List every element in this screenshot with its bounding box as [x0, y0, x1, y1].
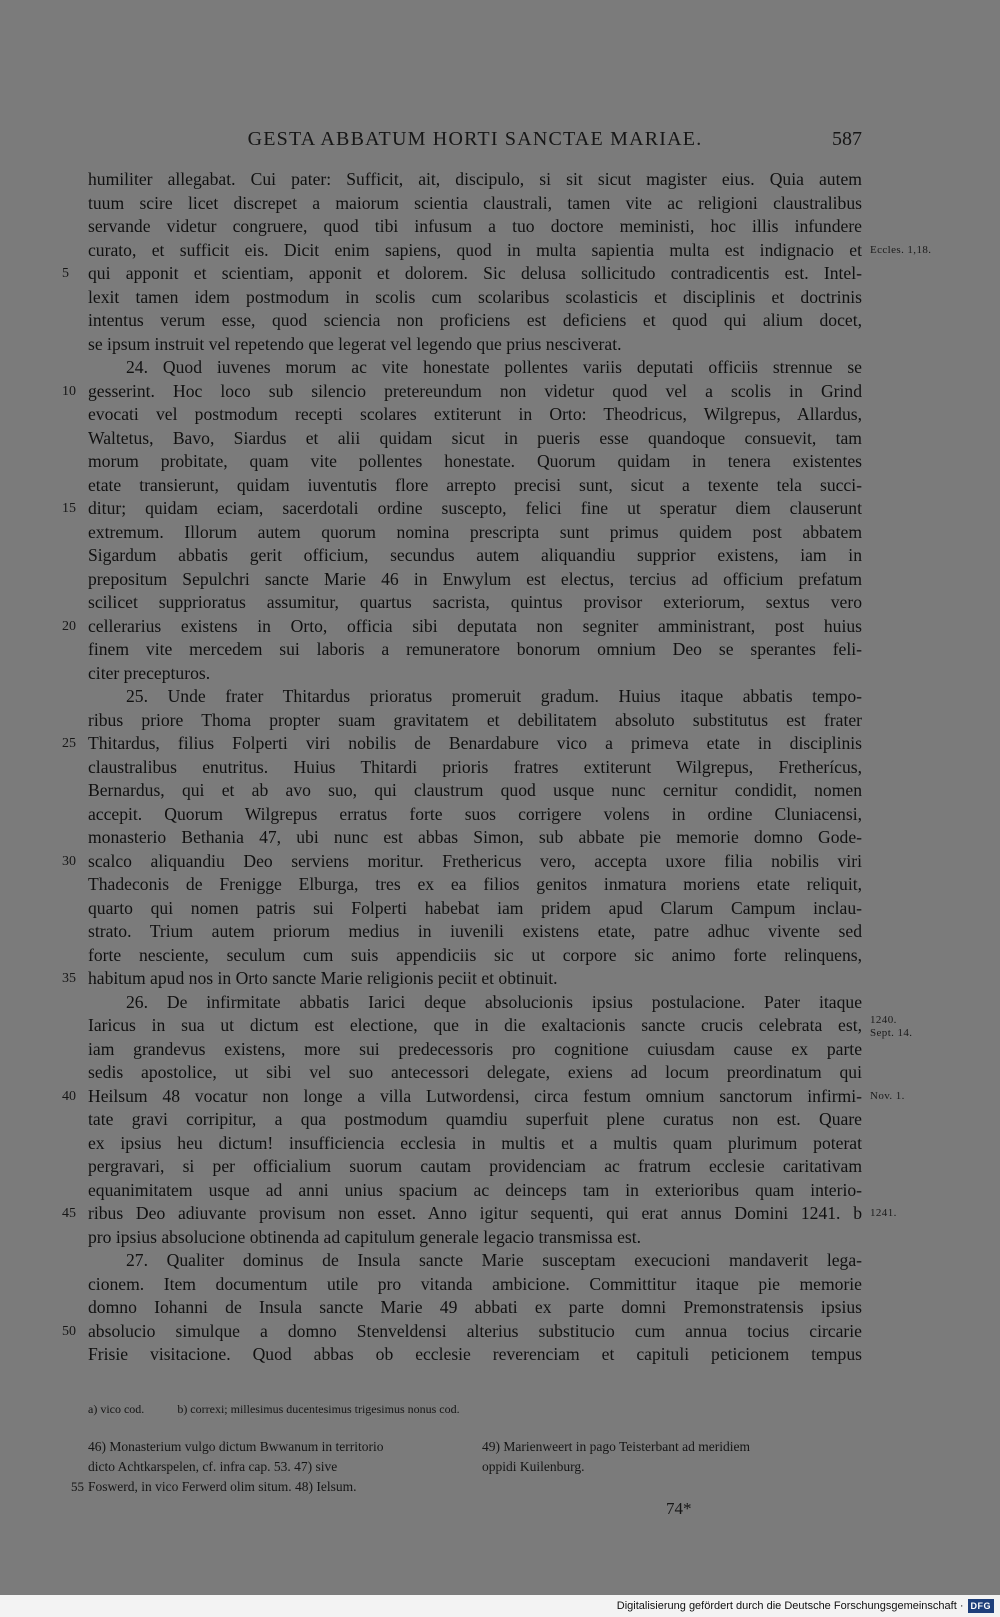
line-text: tuum scire licet discrepet a maiorum scientia claustrali, tamen vite ac religioni claustralibus	[88, 192, 862, 213]
text-line	[62, 497, 862, 521]
text-line	[88, 403, 862, 427]
line-text: equanimitatem usque ad anni unius spacium ac deinceps tam in exterioribus quam interio-	[88, 1179, 862, 1200]
signature-mark: 74*	[666, 1499, 692, 1518]
running-title: GESTA ABBATUM HORTI SANCTAE MARIAE.	[247, 128, 703, 150]
text-line	[88, 333, 862, 357]
footnote-line: 49) Marienweert in pago Teisterbant ad meridiem	[482, 1439, 750, 1454]
line-text: forte nesciente, seculum cum suis appendiciis sic ut corpore sic animo forte relinquens,	[88, 944, 862, 965]
line-text: gesserint. Hoc loco sub silencio pretereundum non videtur quod vel a scolis in Grind	[88, 380, 862, 401]
line-text: tate gravi corripitur, a qua postmodum quamdiu superfuit plene curatus non est. Quare	[88, 1109, 862, 1129]
line-text: Sigardum abbatis gerit officium, secundus autem aliquandiu supprior existens, iam in	[88, 545, 862, 565]
line-text: Frisie visitacione. Quod abbas ob ecclesie reverenciam et capituli peticionem tempus	[88, 1344, 862, 1364]
text-line	[88, 286, 862, 310]
text-line	[88, 591, 862, 615]
footnotes-left-column	[71, 1437, 464, 1497]
margin-note: Eccles. 1,18.	[870, 243, 932, 256]
line-text: intentus verum esse, quod sciencia non proficiens est deficiens et quod qui alium docet,	[88, 310, 862, 330]
line-text: lexit tamen idem postmodum in scolis cum scolaribus scolasticis et disciplinis et doctrinis	[88, 286, 862, 307]
line-number: 50	[62, 1323, 76, 1339]
line-text: ribus priore Thoma propter suam gravitatem et debilitatem absoluto substitutus est frater	[88, 709, 862, 730]
text-line	[62, 380, 862, 404]
textual-footnote-b: b) correxi; millesimus ducentesimus trigesimus nonus cod.	[177, 1402, 460, 1416]
text-line	[88, 1132, 862, 1156]
line-text: servande videtur congruere, quod tibi infusum a tuo doctore meministi, hoc illis infundere	[88, 216, 862, 236]
line-text: 24. Quod iuvenes morum ac vite honestate pollentes variis deputati officiis strennue se	[126, 357, 862, 377]
text-line	[88, 309, 862, 333]
line-text: Waltetus, Bavo, Siardus et alii quidam sicut in pueris esse quandoque consuevit, tam	[88, 427, 862, 448]
text-line	[62, 615, 862, 639]
line-text: Heilsum 48 vocatur non longe a villa Lutwordensi, circa festum omnium sanctorum infirmi-	[88, 1085, 862, 1106]
text-line	[62, 262, 862, 286]
line-text: curato, et sufficit eis. Dicit enim sapiens, quod in multa sapientia multa est indignacio et	[88, 239, 862, 260]
line-text: etate transierunt, quidam iuventutis flore arrepto precisi sunt, sicut a texente tela succi-	[88, 474, 862, 495]
text-line	[88, 1108, 862, 1132]
line-text: Iaricus in sua ut dictum est electione, que in die exaltacionis sancte crucis celebrata est,	[88, 1015, 862, 1035]
text-line	[88, 709, 862, 733]
line-text: monasterio Bethania 47, ubi nunc est abbas Simon, sub abbate pie memorie domno Gode-	[88, 827, 862, 847]
line-text: scalco aliquandiu Deo serviens moritur. Frethericus vero, accepta uxore filia nobilis viri	[88, 850, 862, 871]
text-line	[88, 544, 862, 568]
line-text: prepositum Sepulchri sancte Marie 46 in Enwylum est electus, tercius ad officium prefatum	[88, 568, 862, 589]
line-text: iam grandevus existens, more sui predecessoris pro cognitione cuiusdam cause ex parte	[88, 1038, 862, 1059]
text-line	[88, 215, 862, 239]
line-text: 27. Qualiter dominus de Insula sancte Marie susceptam execucioni mandaverit lega-	[126, 1250, 862, 1270]
line-text: strato. Trium autem priorum medius in iuvenili existens etate, patre adhuc vivente sed	[88, 921, 862, 941]
line-text: scilicet supprioratus assumitur, quartus sacrista, quintus provisor exteriorum, sextus vero	[88, 592, 862, 612]
line-number: 20	[62, 618, 76, 634]
text-line	[88, 356, 862, 380]
text-line	[88, 168, 862, 192]
text-line	[88, 756, 862, 780]
text-line	[88, 1226, 862, 1250]
line-text: domno Iohanni de Insula sancte Marie 49 abbati ex parte domni Premonstratensis ipsius	[88, 1297, 862, 1317]
line-text: absolucio simulque a domno Stenveldensi alterius substitucio cum annua tocius circarie	[88, 1320, 862, 1341]
textual-footnote-a: a) vico cod.	[88, 1402, 145, 1416]
margin-note: Nov. 1.	[870, 1089, 905, 1102]
line-text: qui apponit et scientiam, apponit et dolorem. Sic delusa sollicitudo contradicentis est. Intel-	[88, 263, 862, 283]
line-number: 25	[62, 736, 76, 751]
main-text	[62, 168, 932, 1367]
line-text: pergravari, si per officialium suorum cautam providenciam ac fratrum ecclesie caritativam	[88, 1156, 862, 1176]
text-line	[88, 1155, 862, 1179]
text-line	[88, 1343, 862, 1367]
page-number: 587	[832, 128, 862, 150]
text-line	[88, 1061, 862, 1085]
line-text: cionem. Item documentum utile pro vitanda ambicione. Committitur itaque pie memorie	[88, 1273, 862, 1294]
footer-text: Digitalisierung gefördert durch die Deutsche Forschungsgemeinschaft	[616, 1600, 957, 1612]
line-text: ex ipsius heu dictum! insufficiencia ecclesia in multis et a multis quam plurimum poterat	[88, 1132, 862, 1153]
textual-footnotes	[88, 1402, 862, 1417]
text-line	[88, 1296, 862, 1320]
line-number: 35	[62, 971, 76, 986]
footnote-line: 55 Foswerd, in vico Ferwerd olim situm. 48) Ielsum.	[88, 1477, 464, 1497]
line-text: claustralibus enutritus. Huius Thitardi prioris fratres extiterunt Wilgrepus, Fretherícus,	[88, 756, 862, 777]
text-line	[88, 944, 862, 968]
line-text: Thitardus, filius Folperti viri nobilis de Benardabure vico a primeva etate in disciplinis	[88, 733, 862, 753]
margin-note: 1240. Sept. 14.	[870, 1014, 913, 1039]
line-number: 10	[62, 383, 76, 399]
footer-separator: ·	[956, 1600, 964, 1612]
line-text: humiliter allegabat. Cui pater: Sufficit, ait, discipulo, si sit sicut magister eius. Quia autem	[88, 169, 862, 189]
line-text: morum probitate, quam vite pollentes honestate. Quorum quidam in tenera existentes	[88, 451, 862, 471]
text-line	[88, 1014, 913, 1039]
line-text: se ipsum instruit vel repetendo que legerat vel legendo que prius nesciverat.	[88, 333, 622, 354]
text-line	[88, 662, 862, 686]
line-text: habitum apud nos in Orto sancte Marie religionis peciit et obtinuit.	[88, 968, 558, 988]
line-text: sedis apostolice, ut sibi vel suo antecessori delegate, exiens ad locum preordinatum qui	[88, 1062, 862, 1082]
text-line	[62, 850, 862, 874]
line-text: Thadeconis de Frenigge Elburga, tres ex ea filios genitos inmatura moriens etate reliquit,	[88, 874, 862, 894]
footnote-line: dicto Achtkarspelen, cf. infra cap. 53. 47) sive	[88, 1459, 338, 1474]
line-text: extremum. Illorum autem quorum nomina prescripta sunt primus quidem post abbatem	[88, 521, 862, 542]
line-text: quarto qui nomen patris sui Folperti habebat iam pridem apud Clarum Campum inclau-	[88, 897, 862, 918]
text-line	[88, 427, 862, 451]
line-text: accepit. Quorum Wilgrepus erratus forte suos corrigere volens in ordine Cluniacensi,	[88, 803, 862, 824]
footnote-line-number: 55	[71, 1479, 84, 1494]
text-line	[88, 521, 862, 545]
footnote-line: oppidi Kuilenburg.	[482, 1459, 585, 1474]
text-line	[62, 1320, 862, 1344]
line-number: 40	[62, 1088, 76, 1104]
line-text: finem vite mercedem sui laboris a remuneratore bonorum omnium Deo se sperantes feli-	[88, 639, 862, 659]
text-line	[88, 1249, 862, 1273]
text-line	[62, 732, 862, 756]
text-line	[88, 192, 862, 216]
text-line	[88, 239, 932, 263]
text-line	[88, 568, 862, 592]
text-line	[88, 474, 862, 498]
line-text: cellerarius existens in Orto, officia sibi deputata non segniter amministrant, post huius	[88, 615, 862, 636]
line-text: evocati vel postmodum recepti scolares extiterunt in Orto: Theodricus, Wilgrepus, Allardus,	[88, 404, 862, 424]
text-line	[88, 1038, 862, 1062]
text-line	[88, 920, 862, 944]
line-number: 30	[62, 853, 76, 869]
line-text: 25. Unde frater Thitardus prioratus promeruit gradum. Huius itaque abbatis tempo-	[126, 686, 862, 706]
text-line	[88, 826, 862, 850]
line-text: 26. De infirmitate abbatis Iarici deque absolucionis ipsius postulacione. Pater itaque	[126, 991, 862, 1012]
footer-banner	[0, 1595, 1000, 1617]
line-text: pro ipsius absolucione obtinenda ad capitulum generale legacio transmissa est.	[88, 1226, 642, 1247]
text-line	[88, 1273, 862, 1297]
text-line	[88, 897, 862, 921]
line-number: 5	[62, 266, 69, 281]
footnote-line: 46) Monasterium vulgo dictum Bwwanum in territorio	[88, 1439, 384, 1454]
text-line	[88, 638, 862, 662]
line-number: 45	[62, 1206, 76, 1221]
text-line	[88, 873, 862, 897]
running-head	[88, 128, 862, 154]
line-number: 15	[62, 501, 76, 516]
line-text: citer precepturos.	[88, 662, 211, 683]
dfg-logo: DFG	[968, 1599, 995, 1613]
margin-note: 1241.	[870, 1207, 897, 1219]
text-line	[88, 991, 862, 1015]
text-line	[62, 1202, 897, 1226]
line-text: ditur; quidam eciam, sacerdotali ordine suscepto, felici fine ut speratur diem clauserunt	[88, 498, 862, 518]
text-line	[88, 450, 862, 474]
line-text: ribus Deo adiuvante provisum non esset. Anno igitur sequenti, qui erat annus Domini 1241. b	[88, 1203, 862, 1223]
text-line	[62, 967, 862, 991]
footnotes-right-column	[482, 1437, 862, 1477]
text-line	[62, 1085, 905, 1109]
text-line	[88, 779, 862, 803]
text-line	[88, 1179, 862, 1203]
text-line	[88, 685, 862, 709]
line-text: Bernardus, qui et ab avo suo, qui claustrum quod usque nunc cernitur condidit, nomen	[88, 780, 862, 800]
text-line	[88, 803, 862, 827]
